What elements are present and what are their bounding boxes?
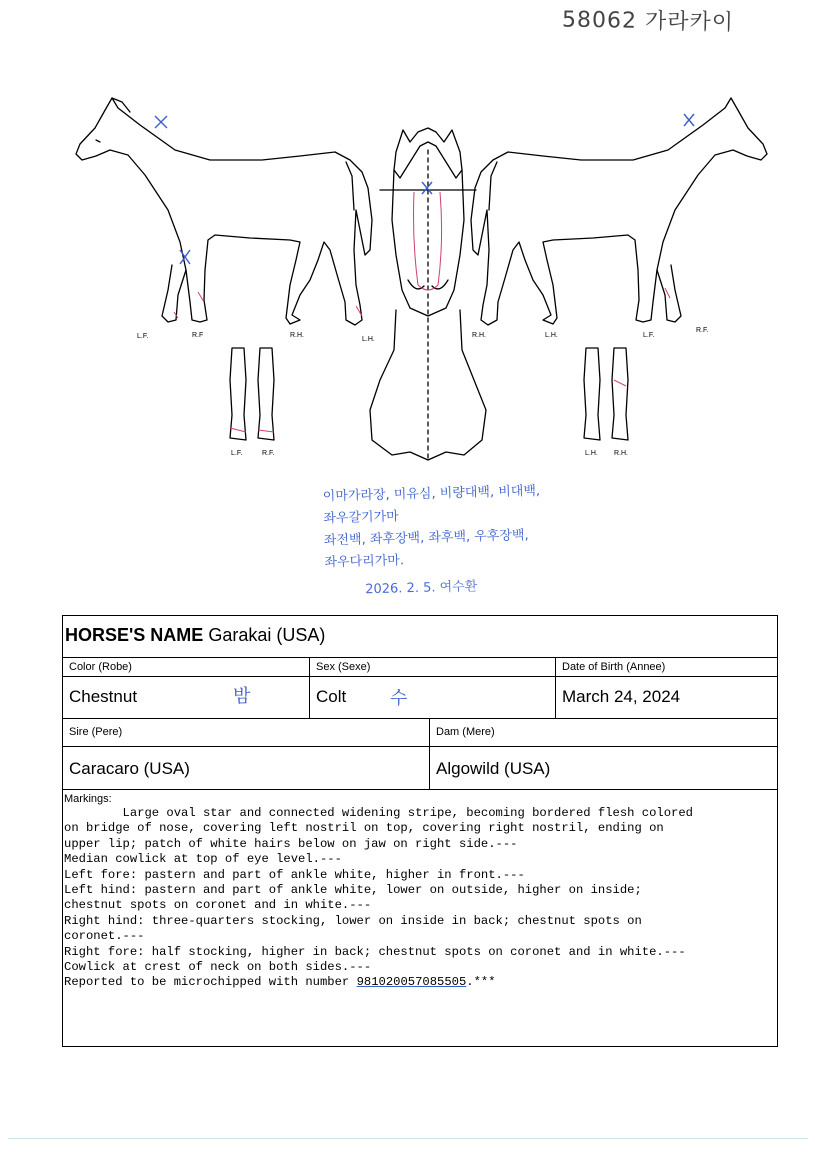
color-cell — [63, 658, 309, 718]
color-sex-dob-row — [63, 658, 777, 719]
dam-cell — [429, 719, 777, 789]
name-row — [63, 616, 777, 658]
label-lh: L.H. — [362, 336, 375, 343]
horse-left-side-drawing — [76, 98, 372, 325]
sire-label: Sire (Pere) — [69, 726, 123, 738]
label-front-lf: L.F. — [231, 450, 243, 457]
note-line: 좌우다리가마. — [324, 553, 405, 571]
dam-value: Algowild (USA) — [436, 759, 551, 778]
label-hind-rh: R.H. — [614, 450, 628, 457]
handwritten-notes — [323, 478, 656, 603]
dob-value: March 24, 2024 — [562, 687, 681, 706]
markings-end: .*** — [466, 975, 496, 990]
horse-name-label: HORSE'S NAME — [65, 625, 204, 645]
note-line: 이마가라장, 미유심, 비량대백, 비대백, — [322, 483, 541, 505]
markings-text — [64, 806, 776, 991]
label-front-rf: R.F. — [262, 450, 275, 457]
label-rf: R.F — [192, 332, 204, 339]
handwritten-id: 58062 가라카이 — [561, 7, 735, 36]
sire-dam-row — [63, 719, 777, 790]
sire-value: Caracaro (USA) — [69, 759, 190, 778]
whorl-marks — [155, 114, 694, 264]
sex-label: Sex (Sexe) — [316, 661, 371, 673]
leg-labels — [137, 327, 709, 457]
label-right-lf: L.F. — [643, 332, 655, 339]
sex-value: Colt — [316, 687, 347, 706]
color-handwritten: 밤 — [233, 686, 251, 707]
dob-label: Date of Birth (Annee) — [562, 661, 666, 673]
label-rh: R.H. — [290, 332, 304, 339]
horse-front-view-drawing — [370, 128, 486, 460]
dob-cell — [555, 658, 777, 718]
label-hind-lh: L.H. — [585, 450, 598, 457]
horse-name-value: Garakai (USA) — [208, 625, 326, 645]
white-marking-outlines — [174, 192, 670, 432]
markings-description: Large oval star and connected widening stripe, becoming bordered flesh colored on bridge of nose, covering left nostril on top, covering right nostril, ending on upper lip; patch of white hairs below on jaw on right side.--- Median cowlick at top of eye level.--- Left fore: pastern and part of ankle white, higher in front.--- Left hind: pastern and part of ankle white, lower on outside, higher on inside; chestnut spots on coronet and in white.--- Right hind: three-quarters stocking, lower on inside in back; chestnut spots on coronet.--- Right fore: half stocking, higher in back; chestnut spots on coronet and in white.--- Cowlick at crest of neck on both sides.--- Reported to be microchipped with number — [64, 806, 693, 990]
front-legs-drawing — [230, 348, 274, 440]
horse-id-card — [62, 615, 778, 1047]
label-right-rh: R.H. — [472, 332, 486, 339]
color-label: Color (Robe) — [69, 661, 132, 673]
dam-label: Dam (Mere) — [436, 726, 495, 738]
label-right-rf: R.F. — [696, 327, 709, 334]
sire-cell — [63, 719, 429, 789]
hind-legs-drawing — [584, 348, 628, 440]
sex-cell — [309, 658, 555, 718]
color-value: Chestnut — [69, 687, 138, 706]
markings-label: Markings: — [64, 793, 112, 805]
horse-right-side-drawing — [471, 98, 767, 325]
microchip-number: 981020057085505 — [356, 975, 467, 990]
note-line: 좌전백, 좌후장백, 좌후백, 우후장백, — [323, 527, 529, 549]
sex-handwritten: 수 — [390, 688, 408, 709]
horse-identification-diagram — [0, 80, 815, 470]
label-lf: L.F. — [137, 333, 149, 340]
page-bottom-rule — [8, 1138, 808, 1139]
label-right-lh: L.H. — [545, 332, 558, 339]
signature: 2026. 2. 5. 여수환 — [365, 579, 478, 598]
note-line: 좌우갈기가마 — [323, 509, 399, 527]
horse-name — [65, 625, 325, 646]
